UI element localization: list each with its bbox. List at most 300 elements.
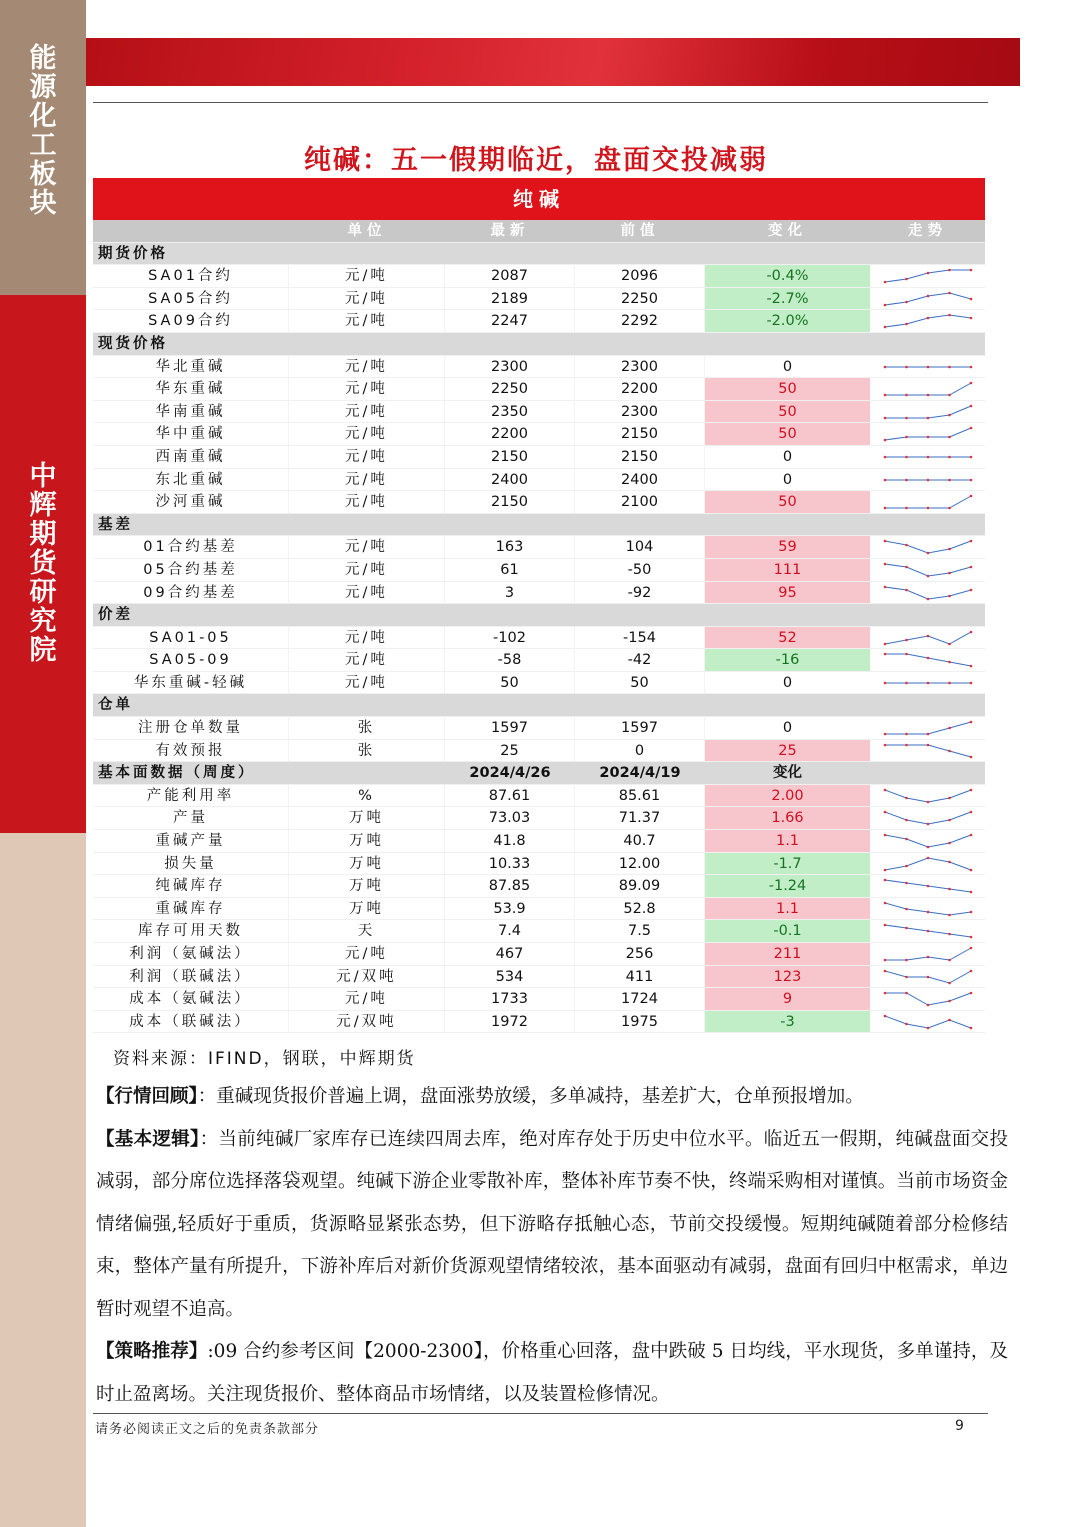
trend-point [926, 846, 929, 849]
trend-point [883, 992, 886, 995]
trend-sparkline [882, 493, 974, 511]
paragraph-text: ：当前纯碱厂家库存已连续四周去库，绝对库存处于历史中位水平。临近五一假期，纯碱盘面交投减弱，部分席位选择落袋观望。纯碱下游企业零散补库，整体补库节奏不快，终端采购相对谨慎。当前市场资金情绪偏强,轻质好于重质，货源略显紧张态势，但下游略存抵触心态，节前交投缓慢。短期纯碱随着部分检修结束，整体产量有所提升，下游补库后对新价货源观望情绪较浓，基本面驱动有减弱，盘面有回归中枢需求，单边暂时观望不追高。 [96, 1128, 1008, 1320]
row-unit: 天 [289, 920, 445, 942]
table-row [93, 288, 985, 311]
trend-point [905, 588, 908, 591]
row-change: 2.00 [705, 785, 870, 807]
trend-sparkline [882, 584, 974, 602]
row-trend [870, 469, 985, 491]
row-change: 50 [705, 378, 870, 400]
trend-point [948, 478, 951, 481]
trend-point [969, 456, 972, 459]
column-header-unit: 单位 [347, 223, 387, 239]
table-row [93, 310, 985, 333]
column-header-change: 变化 [768, 223, 807, 239]
paragraph-label: 【行情回顾】 [96, 1086, 198, 1107]
row-change: -0.1 [705, 920, 870, 942]
row-trend [870, 807, 985, 829]
sidebar-char: 源 [29, 72, 57, 103]
sidebar-char: 板 [29, 159, 57, 190]
trend-line [885, 406, 971, 418]
row-latest: 7.4 [445, 920, 575, 942]
table-row [93, 627, 985, 650]
table-row [93, 785, 985, 808]
page-title: 纯碱：五一假期临近，盘面交投减弱 [304, 145, 768, 176]
trend-point [926, 456, 929, 459]
trend-line [885, 745, 971, 757]
trend-point [948, 594, 951, 597]
row-trend [870, 491, 985, 513]
trend-sparkline [882, 290, 974, 308]
trend-sparkline [882, 538, 974, 556]
trend-point [969, 630, 972, 633]
table-section-header [93, 333, 985, 356]
trend-point [948, 860, 951, 863]
row-unit: % [289, 785, 445, 807]
sidebar-char: 研 [29, 577, 57, 608]
row-prev: 1724 [575, 988, 705, 1010]
trend-sparkline [882, 968, 974, 986]
trend-sparkline [882, 719, 974, 737]
trend-point [905, 882, 908, 885]
row-name: SA01-05 [93, 627, 289, 649]
trend-point [926, 575, 929, 578]
section-change-label: 变化 [773, 765, 802, 782]
trend-point [883, 959, 886, 962]
trend-point [883, 902, 886, 905]
trend-point [883, 879, 886, 882]
paragraph-label: 【策略推荐】 [96, 1341, 208, 1362]
sidebar-char: 块 [29, 188, 57, 219]
trend-point [969, 495, 972, 498]
row-prev: 52.8 [575, 898, 705, 920]
row-prev: -50 [575, 559, 705, 581]
trend-point [926, 823, 929, 826]
trend-point [969, 365, 972, 368]
row-change: -2.7% [705, 288, 870, 310]
row-name: 华南重碱 [93, 401, 289, 423]
table-section-header [93, 604, 985, 627]
sidebar-char: 院 [29, 635, 57, 666]
row-name: 华中重碱 [93, 423, 289, 445]
row-name: 库存可用天数 [93, 920, 289, 942]
trend-sparkline [882, 403, 974, 421]
row-latest: 2087 [445, 265, 575, 287]
trend-point [948, 1018, 951, 1021]
sidebar-char: 中 [29, 461, 57, 492]
trend-point [905, 743, 908, 746]
trend-line [885, 383, 971, 395]
trend-point [969, 297, 972, 300]
paragraph-text: ：重碱现货报价普遍上调，盘面涨势放缓，多单减持，基差扩大，仓单预报增加。 [197, 1086, 864, 1107]
trend-point [926, 552, 929, 555]
row-name: 沙河重碱 [93, 491, 289, 513]
row-name: SA01合约 [93, 265, 289, 287]
row-trend [870, 920, 985, 942]
table-section-header [93, 762, 985, 785]
trend-point [926, 733, 929, 736]
trend-point [948, 727, 951, 730]
row-name: 利润（氨碱法） [93, 943, 289, 965]
trend-line [885, 993, 971, 1005]
row-trend [870, 966, 985, 988]
table-row [93, 672, 985, 695]
table-row [93, 446, 985, 469]
row-trend [870, 401, 985, 423]
row-change: 50 [705, 423, 870, 445]
trend-sparkline [882, 922, 974, 940]
row-change: 25 [705, 740, 870, 762]
trend-sparkline [882, 561, 974, 579]
trend-point [926, 1004, 929, 1007]
row-prev: 2100 [575, 491, 705, 513]
trend-point [969, 891, 972, 894]
trend-point [883, 326, 886, 329]
row-prev: 7.5 [575, 920, 705, 942]
trend-point [969, 588, 972, 591]
column-header-latest: 最新 [490, 223, 530, 239]
row-prev: 1975 [575, 1011, 705, 1033]
trend-point [948, 1000, 951, 1003]
row-latest: 87.85 [445, 875, 575, 897]
trend-point [883, 868, 886, 871]
row-latest: 467 [445, 943, 575, 965]
table-row [93, 491, 985, 514]
row-latest: 2250 [445, 378, 575, 400]
row-name: 09合约基差 [93, 582, 289, 604]
trend-point [969, 682, 972, 685]
table-row [93, 807, 985, 830]
row-prev: 104 [575, 536, 705, 558]
trend-point [969, 947, 972, 950]
row-name: SA05-09 [93, 649, 289, 671]
row-trend [870, 446, 985, 468]
trend-point [948, 682, 951, 685]
trend-point [905, 682, 908, 685]
trend-line [885, 812, 971, 824]
row-change: 52 [705, 627, 870, 649]
row-prev: 2300 [575, 401, 705, 423]
trend-sparkline [882, 312, 974, 330]
row-unit: 元/吨 [289, 988, 445, 1010]
row-latest: -58 [445, 649, 575, 671]
trend-point [883, 394, 886, 397]
trend-point [883, 653, 886, 656]
row-unit: 元/吨 [289, 672, 445, 694]
section-cell [289, 762, 445, 784]
trend-point [905, 959, 908, 962]
paragraph-market-review [96, 1076, 1008, 1119]
trend-point [948, 365, 951, 368]
trend-line [885, 790, 971, 802]
footer-disclaimer: 请务必阅读正文之后的免责条款部分 [95, 1422, 320, 1437]
page-number: 9 [955, 1418, 964, 1434]
table-row [93, 898, 985, 921]
row-unit: 万吨 [289, 830, 445, 852]
commentary [96, 1076, 1008, 1416]
trend-point [905, 323, 908, 326]
sidebar-char: 货 [29, 548, 57, 579]
section-name: 价差 [98, 607, 133, 624]
row-name: 损失量 [93, 853, 289, 875]
trend-point [969, 1026, 972, 1029]
trend-point [926, 1026, 929, 1029]
table-row [93, 717, 985, 740]
table-row [93, 356, 985, 379]
row-unit: 元/吨 [289, 378, 445, 400]
trend-point [926, 975, 929, 978]
row-unit: 元/吨 [289, 469, 445, 491]
trend-point [969, 992, 972, 995]
column-header-prev: 前值 [620, 223, 660, 239]
row-change: -3 [705, 1011, 870, 1033]
trend-point [948, 888, 951, 891]
trend-point [905, 992, 908, 995]
row-name: 华东重碱-轻碱 [93, 672, 289, 694]
trend-point [969, 540, 972, 543]
trend-sparkline [882, 471, 974, 489]
trend-point [926, 657, 929, 660]
row-trend [870, 378, 985, 400]
trend-point [905, 456, 908, 459]
row-change: 1.1 [705, 898, 870, 920]
row-unit: 元/吨 [289, 649, 445, 671]
paragraph-basic-logic [96, 1119, 1008, 1332]
trend-point [926, 436, 929, 439]
trend-point [905, 819, 908, 822]
row-name: 利润（联碱法） [93, 966, 289, 988]
row-prev: 411 [575, 966, 705, 988]
row-trend [870, 672, 985, 694]
trend-sparkline [882, 809, 974, 827]
trend-sparkline [882, 425, 974, 443]
trend-point [926, 365, 929, 368]
row-latest: 25 [445, 740, 575, 762]
trend-point [948, 291, 951, 294]
trend-point [926, 911, 929, 914]
trend-point [926, 294, 929, 297]
row-prev: 2300 [575, 356, 705, 378]
trend-sparkline [882, 1013, 974, 1031]
row-prev: 2096 [575, 265, 705, 287]
section-name: 现货价格 [98, 335, 168, 352]
trend-line [885, 835, 971, 847]
row-name: 华东重碱 [93, 378, 289, 400]
row-change: 50 [705, 491, 870, 513]
header-divider [93, 102, 988, 103]
row-change: 0 [782, 448, 793, 465]
trend-line [885, 496, 971, 508]
row-prev: 2150 [575, 423, 705, 445]
trend-point [926, 394, 929, 397]
row-unit: 元/吨 [289, 627, 445, 649]
trend-point [969, 427, 972, 430]
row-change: -1.24 [705, 875, 870, 897]
row-unit: 元/吨 [289, 582, 445, 604]
row-name: 华北重碱 [93, 356, 289, 378]
trend-sparkline [882, 742, 974, 760]
row-latest: 2300 [445, 356, 575, 378]
trend-sparkline [882, 855, 974, 873]
row-change: -2.0% [705, 310, 870, 332]
table-row [93, 853, 985, 876]
row-trend [870, 717, 985, 739]
section-cell [870, 762, 985, 784]
row-name: 05合约基差 [93, 559, 289, 581]
row-latest: 10.33 [445, 853, 575, 875]
row-change: 0 [782, 471, 793, 488]
trend-point [905, 638, 908, 641]
table-row [93, 875, 985, 898]
trend-point [948, 507, 951, 510]
row-prev: 2292 [575, 310, 705, 332]
row-change: -0.4% [705, 265, 870, 287]
row-change: 1.66 [705, 807, 870, 829]
trend-point [883, 642, 886, 645]
trend-line [885, 858, 971, 870]
trend-point [926, 597, 929, 600]
row-name: 重碱库存 [93, 898, 289, 920]
trend-sparkline [882, 945, 974, 963]
trend-point [883, 811, 886, 814]
trend-sparkline [882, 380, 974, 398]
table-row [93, 423, 985, 446]
trend-point [926, 416, 929, 419]
table-section-header [93, 243, 985, 266]
row-name: 产能利用率 [93, 785, 289, 807]
row-prev: 2250 [575, 288, 705, 310]
row-trend [870, 310, 985, 332]
trend-point [883, 303, 886, 306]
row-unit: 元/双吨 [289, 966, 445, 988]
trend-point [969, 404, 972, 407]
section-date-prev: 2024/4/19 [599, 765, 681, 782]
row-trend [870, 288, 985, 310]
section-name: 期货价格 [98, 245, 168, 262]
trend-point [905, 478, 908, 481]
row-trend [870, 627, 985, 649]
row-name: 产量 [93, 807, 289, 829]
paragraph-text: :09 合约参考区间【2000-2300】，价格重心回落，盘中跌破 5 日均线，平水现货，多单谨持，及时止盈离场。关注现货报价、整体商品市场情绪，以及装置检修情况。 [96, 1341, 1008, 1405]
row-latest: 2247 [445, 310, 575, 332]
table-row [93, 401, 985, 424]
row-trend [870, 898, 985, 920]
section-date-latest: 2024/4/26 [469, 765, 551, 782]
row-unit: 元/吨 [289, 423, 445, 445]
row-latest: 2350 [445, 401, 575, 423]
trend-point [905, 1022, 908, 1025]
row-unit: 万吨 [289, 807, 445, 829]
row-latest: 1597 [445, 717, 575, 739]
row-change: 0 [782, 720, 793, 737]
trend-sparkline [882, 877, 974, 895]
sidebar-section-label [0, 44, 86, 218]
row-name: 有效预报 [93, 740, 289, 762]
row-prev: 256 [575, 943, 705, 965]
trend-point [883, 682, 886, 685]
row-prev: -154 [575, 627, 705, 649]
trend-sparkline [882, 787, 974, 805]
row-trend [870, 559, 985, 581]
trend-point [926, 743, 929, 746]
trend-point [883, 456, 886, 459]
trend-point [969, 665, 972, 668]
row-latest: 41.8 [445, 830, 575, 852]
row-latest: 2150 [445, 446, 575, 468]
table-row [93, 966, 985, 989]
trend-point [883, 969, 886, 972]
row-latest: 534 [445, 966, 575, 988]
row-latest: 2150 [445, 491, 575, 513]
section-name: 基差 [98, 516, 133, 533]
trend-point [969, 478, 972, 481]
row-name: 西南重碱 [93, 446, 289, 468]
row-latest: 53.9 [445, 898, 575, 920]
row-unit: 万吨 [289, 853, 445, 875]
trend-point [905, 436, 908, 439]
column-header-name [93, 220, 289, 242]
row-prev: 40.7 [575, 830, 705, 852]
table-row [93, 988, 985, 1011]
trend-point [969, 755, 972, 758]
row-change: 59 [705, 536, 870, 558]
sidebar [0, 0, 86, 1527]
trend-point [926, 930, 929, 933]
trend-point [883, 924, 886, 927]
row-change: 111 [705, 559, 870, 581]
trend-sparkline [882, 651, 974, 669]
table-row [93, 582, 985, 605]
row-unit: 元/吨 [289, 536, 445, 558]
row-trend [870, 853, 985, 875]
row-latest: 61 [445, 559, 575, 581]
trend-point [969, 721, 972, 724]
row-latest: 2189 [445, 288, 575, 310]
trend-point [948, 933, 951, 936]
trend-sparkline [882, 990, 974, 1008]
row-prev: 85.61 [575, 785, 705, 807]
trend-sparkline [882, 832, 974, 850]
column-header-trend: 走势 [908, 223, 947, 239]
row-trend [870, 582, 985, 604]
trend-point [883, 733, 886, 736]
sidebar-char: 工 [29, 130, 57, 161]
trend-point [948, 436, 951, 439]
row-trend [870, 265, 985, 287]
trend-point [905, 975, 908, 978]
trend-point [948, 819, 951, 822]
trend-sparkline [882, 267, 974, 285]
footer-divider [93, 1413, 988, 1414]
table-row [93, 559, 985, 582]
row-trend [870, 649, 985, 671]
trend-point [926, 272, 929, 275]
trend-point [969, 911, 972, 914]
trend-point [969, 936, 972, 939]
trend-point [926, 317, 929, 320]
table-row [93, 649, 985, 672]
row-trend [870, 356, 985, 378]
row-trend [870, 988, 985, 1010]
trend-point [948, 642, 951, 645]
trend-point [905, 507, 908, 510]
trend-point [948, 981, 951, 984]
trend-line [885, 587, 971, 599]
row-change: 50 [705, 401, 870, 423]
row-latest: -102 [445, 627, 575, 649]
trend-point [883, 439, 886, 442]
paragraph-label: 【基本逻辑】 [96, 1128, 200, 1150]
